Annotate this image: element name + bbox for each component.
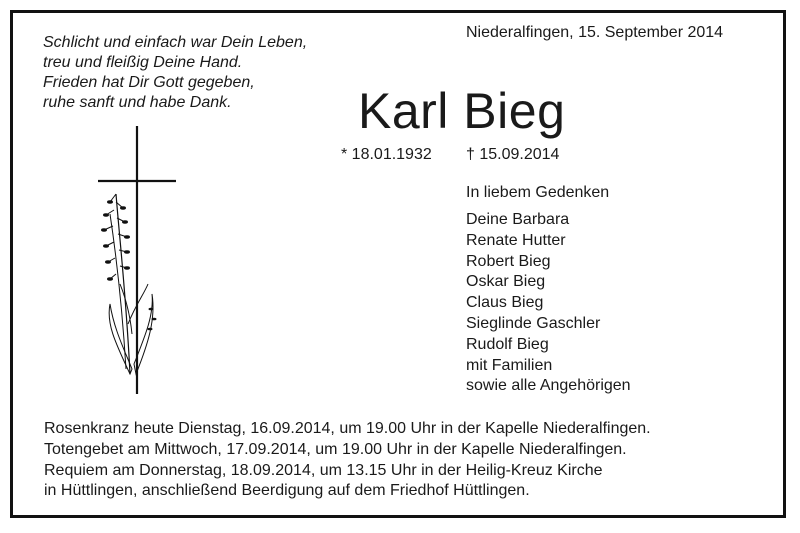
mourners-list [466,210,631,397]
deceased-name: Karl Bieg [358,83,566,139]
birth-date: * 18.01.1932 [341,146,432,163]
poem-line: ruhe sanft und habe Dank. [43,94,232,111]
poem [43,33,307,113]
list-item: Deine Barbara [466,211,570,228]
service-announcement [44,419,651,502]
list-item: Robert Bieg [466,252,551,270]
death-date: † 15.09.2014 [466,146,560,163]
poem-line: Schlicht und einfach war Dein Leben, [43,34,308,51]
list-item: Renate Hutter [466,231,566,249]
cross-with-grass-icon [96,124,178,396]
list-item: Oskar Bieg [466,273,546,291]
list-item: Claus Bieg [466,294,544,312]
poem-line: treu und fleißig Deine Hand. [43,54,243,71]
list-item: sowie alle Angehörigen [466,377,631,395]
list-item: mit Familien [466,356,553,374]
place-date: Niederalfingen, 15. September 2014 [466,24,724,41]
poem-line: Frieden hat Dir Gott gegeben, [43,74,255,91]
announcement-line: Requiem am Donnerstag, 18.09.2014, um 13.15 Uhr in der Heilig-Kreuz Kirche [44,461,603,479]
announcement-line: Totengebet am Mittwoch, 17.09.2014, um 19.00 Uhr in der Kapelle Niederalfingen. [44,440,627,458]
announcement-line: in Hüttlingen, anschließend Beerdigung auf dem Friedhof Hüttlingen. [44,482,530,500]
list-item: Sieglinde Gaschler [466,314,601,332]
announcement-line: Rosenkranz heute Dienstag, 16.09.2014, um 19.00 Uhr in der Kapelle Niederalfingen. [44,420,651,437]
memory-heading: In liebem Gedenken [466,184,610,201]
list-item: Rudolf Bieg [466,335,549,353]
